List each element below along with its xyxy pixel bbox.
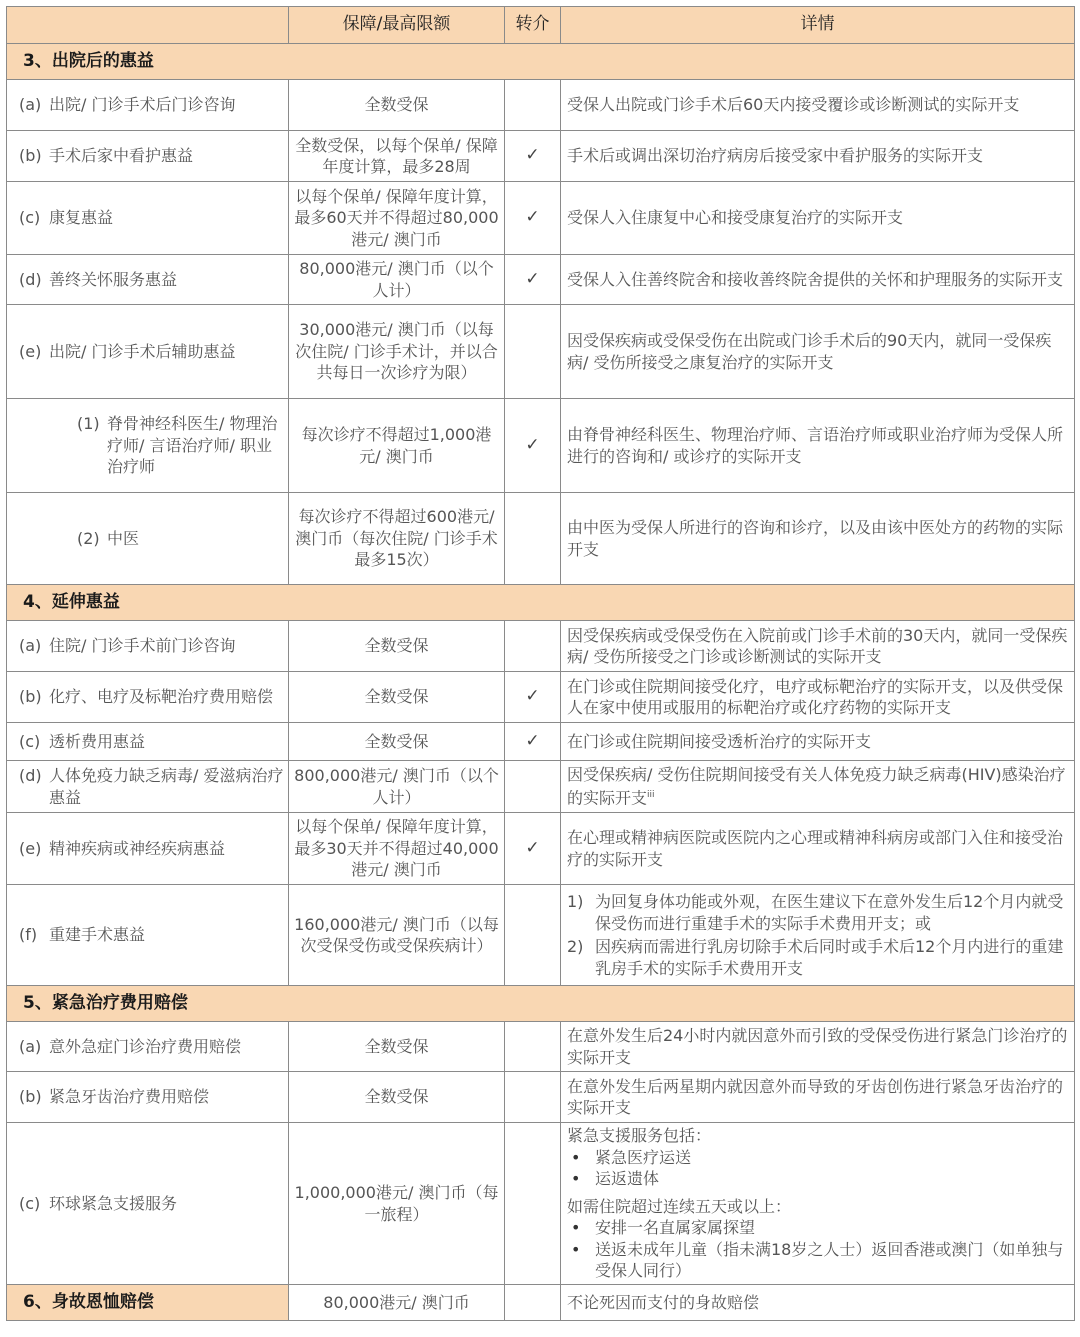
item-label: (a)	[19, 95, 42, 115]
table-row	[7, 1123, 1075, 1285]
list-text: 因疾病而需进行乳房切除手术后同时或手术后12个月内进行的重建乳房手术的实际手术费用开支	[595, 937, 1064, 978]
benefit-name: 康复惠益	[49, 208, 114, 228]
details-cell: 在意外发生后两星期内就因意外而导致的牙齿创伤进行紧急牙齿治疗的实际开支	[561, 1072, 1075, 1123]
item-label: (c)	[19, 1193, 41, 1213]
section-4-row	[7, 585, 1075, 621]
item-label: (b)	[19, 1087, 42, 1107]
benefit-name-cell	[7, 1123, 289, 1285]
details-cell: 受保人入住善终院舍和接收善终院舍提供的关怀和护理服务的实际开支	[561, 255, 1075, 305]
details-intro: 如需住院超过连续五天或以上：	[567, 1196, 792, 1216]
benefit-name-cell	[7, 493, 289, 585]
check-icon: ✓	[505, 723, 561, 761]
benefit-name: 住院/ 门诊手术前门诊咨询	[49, 636, 236, 656]
transfer-cell	[505, 1072, 561, 1123]
table-row	[7, 493, 1075, 585]
benefit-name: 善终关怀服务惠益	[49, 269, 178, 289]
benefit-name: 出院/ 门诊手术后门诊咨询	[49, 95, 236, 115]
table-row	[7, 1072, 1075, 1123]
details-cell: 在门诊或住院期间接受透析治疗的实际开支	[561, 723, 1075, 761]
details-cell: 受保人入住康复中心和接受康复治疗的实际开支	[561, 182, 1075, 255]
cover-cell: 全数受保	[289, 1022, 505, 1072]
cover-cell: 全数受保，以每个保单/ 保障年度计算，最多28周	[289, 131, 505, 182]
benefit-name-cell	[7, 885, 289, 986]
benefit-name: 化疗、电疗及标靶治疗费用赔偿	[49, 687, 274, 707]
details-cell	[561, 761, 1075, 813]
details-bullet-list	[567, 1217, 1068, 1282]
cover-cell: 全数受保	[289, 723, 505, 761]
benefit-name: 环球紧急支援服务	[49, 1193, 178, 1213]
table-row	[7, 761, 1075, 813]
list-item: • 运返遗体	[567, 1168, 1068, 1190]
item-label: (2)	[77, 528, 100, 548]
details-intro: 紧急支援服务包括：	[567, 1126, 712, 1146]
section-3-row	[7, 44, 1075, 80]
item-label: (e)	[19, 838, 42, 858]
check-icon: ✓	[505, 399, 561, 493]
item-label: (d)	[19, 269, 42, 289]
details-cell: 手术后或调出深切治疗病房后接受家中看护服务的实际开支	[561, 131, 1075, 182]
item-label: (b)	[19, 146, 42, 166]
benefit-name-cell	[7, 80, 289, 131]
table-row	[7, 1022, 1075, 1072]
table-row	[7, 813, 1075, 885]
section-5-row	[7, 986, 1075, 1022]
benefit-name: 精神疾病或神经疾病惠益	[49, 838, 226, 858]
check-icon: ✓	[505, 672, 561, 723]
table-header-row	[7, 7, 1075, 44]
item-label: (c)	[19, 731, 41, 751]
cover-cell: 1,000,000港元/ 澳门币（每一旅程）	[289, 1123, 505, 1285]
transfer-cell	[505, 493, 561, 585]
details-cell: 在门诊或住院期间接受化疗，电疗或标靶治疗的实际开支，以及供受保人在家中使用或服用的标靶治疗或化疗药物的实际开支	[561, 672, 1075, 723]
details-cell: 不论死因而支付的身故赔偿	[561, 1285, 1075, 1321]
header-transfer: 转介	[505, 7, 561, 44]
benefit-name-cell	[7, 1072, 289, 1123]
table-row	[7, 182, 1075, 255]
benefit-name-cell	[7, 131, 289, 182]
benefit-name-cell	[7, 1022, 289, 1072]
details-cell: 受保人出院或门诊手术后60天内接受覆诊或诊断测试的实际开支	[561, 80, 1075, 131]
cover-cell: 30,000港元/ 澳门币（以每次住院/ 门诊手术计，并以合共每日一次诊疗为限）	[289, 305, 505, 399]
section-4-title: 4、延伸惠益	[7, 585, 1075, 621]
table-row	[7, 399, 1075, 493]
details-bullet-list	[567, 1147, 1068, 1190]
details-list-item	[567, 936, 1068, 979]
transfer-cell	[505, 1123, 561, 1285]
table-row	[7, 672, 1075, 723]
transfer-cell	[505, 761, 561, 813]
benefit-name-cell	[7, 761, 289, 813]
list-number: 2)	[567, 937, 584, 956]
details-cell: 因受保疾病或受保受伤在出院或门诊手术后的90天内，就同一受保疾病/ 受伤所接受之康复治疗的实际开支	[561, 305, 1075, 399]
cover-cell: 全数受保	[289, 80, 505, 131]
transfer-cell	[505, 885, 561, 986]
cover-cell: 全数受保	[289, 621, 505, 672]
cover-cell: 全数受保	[289, 1072, 505, 1123]
benefit-name-cell	[7, 672, 289, 723]
cover-cell: 以每个保单/ 保障年度计算，最多60天并不得超过80,000港元/ 澳门币	[289, 182, 505, 255]
item-label: (1)	[77, 414, 100, 434]
table-row	[7, 885, 1075, 986]
check-icon: ✓	[505, 182, 561, 255]
cover-cell: 全数受保	[289, 672, 505, 723]
table-row	[7, 255, 1075, 305]
item-label: (d)	[19, 766, 42, 785]
cover-cell: 每次诊疗不得超过600港元/ 澳门币（每次住院/ 门诊手术最多15次）	[289, 493, 505, 585]
list-text: 为回复身体功能或外观，在医生建议下在意外发生后12个月内就受保受伤而进行重建手术的实际手术费用开支；或	[595, 892, 1064, 933]
benefit-name: 手术后家中看护惠益	[49, 146, 194, 166]
details-cell	[561, 885, 1075, 986]
benefit-name-cell	[7, 255, 289, 305]
section-6-title: 6、身故恩恤赔偿	[7, 1285, 289, 1321]
section-3-title: 3、出院后的惠益	[7, 44, 1075, 80]
benefit-name-cell	[7, 723, 289, 761]
transfer-cell	[505, 1022, 561, 1072]
benefit-name: 中医	[107, 528, 140, 548]
benefit-name: 人体免疫力缺乏病毒/ 爱滋病治疗惠益	[49, 766, 284, 807]
details-text: 因受保疾病/ 受伤住院期间接受有关人体免疫力缺乏病毒(HIV)感染治疗的实际开支	[567, 764, 1066, 808]
cover-cell: 以每个保单/ 保障年度计算，最多30天并不得超过40,000港元/ 澳门币	[289, 813, 505, 885]
item-label: (e)	[19, 341, 42, 361]
transfer-cell	[505, 80, 561, 131]
benefit-name: 意外急症门诊治疗费用赔偿	[49, 1036, 242, 1056]
transfer-cell	[505, 1285, 561, 1321]
cover-cell: 80,000港元/ 澳门币	[289, 1285, 505, 1321]
list-item: • 送返未成年儿童（指未满18岁之人士）返回香港或澳门（如单独与受保人同行）	[567, 1239, 1068, 1282]
benefit-name-cell	[7, 182, 289, 255]
benefit-name: 紧急牙齿治疗费用赔偿	[49, 1087, 210, 1107]
benefit-name: 重建手术惠益	[49, 925, 146, 945]
cover-cell: 800,000港元/ 澳门币（以个人计）	[289, 761, 505, 813]
cover-cell: 160,000港元/ 澳门币（以每次受保受伤或受保疾病计）	[289, 885, 505, 986]
details-cell: 由脊骨神经科医生、物理治疗师、言语治疗师或职业治疗师为受保人所进行的咨询和/ 或诊疗的实际开支	[561, 399, 1075, 493]
details-cell: 因受保疾病或受保受伤在入院前或门诊手术前的30天内，就同一受保疾病/ 受伤所接受之门诊或诊断测试的实际开支	[561, 621, 1075, 672]
details-cell	[561, 1123, 1075, 1285]
list-number: 1)	[567, 892, 584, 911]
benefit-name: 透析费用惠益	[49, 731, 146, 751]
benefit-name-cell	[7, 305, 289, 399]
details-list-item	[567, 891, 1068, 934]
details-cell: 在心理或精神病医院或医院内之心理或精神科病房或部门入住和接受治疗的实际开支	[561, 813, 1075, 885]
cover-cell: 每次诊疗不得超过1,000港元/ 澳门币	[289, 399, 505, 493]
benefits-table	[6, 6, 1075, 1321]
section-6-row	[7, 1285, 1075, 1321]
list-item: • 安排一名直属家属探望	[567, 1217, 1068, 1239]
benefit-name-cell	[7, 399, 289, 493]
item-label: (c)	[19, 208, 41, 228]
item-label: (a)	[19, 1036, 42, 1056]
benefit-name: 脊骨神经科医生/ 物理治疗师/ 言语治疗师/ 职业治疗师	[107, 414, 278, 477]
check-icon: ✓	[505, 255, 561, 305]
item-label: (a)	[19, 636, 42, 656]
cover-cell: 80,000港元/ 澳门币（以个人计）	[289, 255, 505, 305]
list-item: • 紧急医疗运送	[567, 1147, 1068, 1169]
benefit-name: 出院/ 门诊手术后辅助惠益	[49, 341, 236, 361]
table-row	[7, 723, 1075, 761]
item-label: (b)	[19, 687, 42, 707]
benefit-name-cell	[7, 621, 289, 672]
details-cell: 由中医为受保人所进行的咨询和诊疗，以及由该中医处方的药物的实际开支	[561, 493, 1075, 585]
footnote-marker: iii	[647, 790, 655, 801]
transfer-cell	[505, 621, 561, 672]
check-icon: ✓	[505, 131, 561, 182]
table-row	[7, 305, 1075, 399]
header-details: 详情	[561, 7, 1075, 44]
table-row	[7, 131, 1075, 182]
header-cover: 保障/最高限额	[289, 7, 505, 44]
item-label: (f)	[19, 925, 38, 945]
benefit-name-cell	[7, 813, 289, 885]
transfer-cell	[505, 305, 561, 399]
check-icon: ✓	[505, 813, 561, 885]
table-row	[7, 621, 1075, 672]
details-cell: 在意外发生后24小时内就因意外而引致的受保受伤进行紧急门诊治疗的实际开支	[561, 1022, 1075, 1072]
section-5-title: 5、紧急治疗费用赔偿	[7, 986, 1075, 1022]
table-row	[7, 80, 1075, 131]
header-blank-cell	[7, 7, 289, 44]
